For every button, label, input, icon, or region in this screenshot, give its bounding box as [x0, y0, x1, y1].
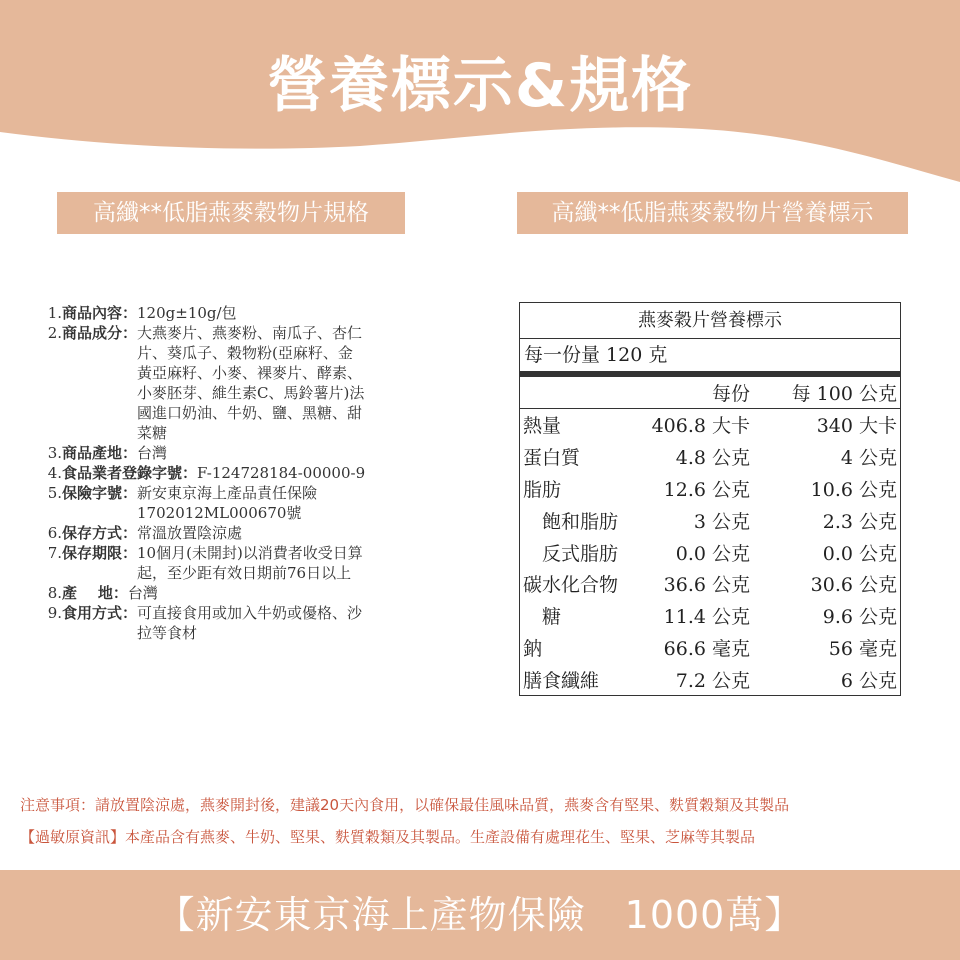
- nutrient-name: 鈉: [523, 637, 543, 660]
- column-per-100g: 每 100 公克: [791, 383, 897, 405]
- spec-number: 2.: [47, 324, 62, 342]
- nutrition-table-title: 燕麥穀片營養標示: [520, 303, 900, 339]
- spec-value-line: 大燕麥片、燕麥粉、南瓜子、杏仁: [137, 324, 363, 342]
- spec-value: [137, 603, 460, 643]
- spec-value-line: 1702012ML000670號: [137, 504, 302, 522]
- spec-item: [40, 463, 460, 483]
- nutrition-section-label: 高纖**低脂燕麥穀物片營養標示: [517, 192, 908, 234]
- nutrition-row: [520, 632, 900, 664]
- spec-item: [40, 603, 460, 643]
- spec-number: 1.: [47, 304, 62, 322]
- spec-value: [137, 443, 460, 463]
- nutrient-per-serving: 7.2 公克: [675, 669, 750, 692]
- nutrient-per-100g: 56 毫克: [828, 637, 897, 660]
- nutrition-row: [520, 504, 900, 536]
- nutrient-per-100g: 9.6 公克: [822, 606, 897, 629]
- nutrient-per-100g: 10.6 公克: [810, 478, 897, 501]
- spec-number: 3.: [47, 444, 62, 462]
- spec-list: [40, 303, 460, 643]
- nutrition-row: [520, 473, 900, 505]
- nutrition-row: [520, 568, 900, 600]
- spec-label: 商品成分：: [62, 324, 138, 342]
- nutrition-rows: [520, 409, 900, 695]
- footer-banner: [0, 870, 960, 960]
- spec-value: [137, 543, 460, 583]
- spec-label: 商品產地：: [62, 444, 138, 462]
- nutrient-per-100g: 6 公克: [840, 669, 897, 692]
- nutrient-per-100g: 2.3 公克: [822, 510, 897, 533]
- spec-item: [40, 303, 460, 323]
- spec-number: 6.: [47, 524, 62, 542]
- spec-value-line: 常溫放置陰涼處: [137, 524, 243, 542]
- spec-value: [128, 583, 460, 603]
- nutrient-per-serving: 406.8 大卡: [651, 415, 750, 438]
- nutrient-name: 反式脂肪: [542, 542, 619, 565]
- spec-value-line: 10個月(未開封)以消費者收受日算: [137, 544, 363, 562]
- spec-value: [197, 463, 460, 483]
- nutrition-row: [520, 663, 900, 695]
- nutrient-per-serving: 11.4 公克: [663, 606, 750, 629]
- nutrient-name: 蛋白質: [523, 447, 581, 470]
- spec-number: 4.: [47, 464, 62, 482]
- spec-number: 5.: [47, 484, 62, 502]
- column-per-serving: 每份: [711, 383, 750, 405]
- nutrition-row: [520, 409, 900, 441]
- spec-label: 產 地：: [62, 584, 128, 602]
- spec-value-line: F-124728184-00000-9: [197, 464, 366, 482]
- nutrition-row: [520, 441, 900, 473]
- nutrient-per-100g: 4 公克: [840, 447, 897, 470]
- spec-value-line: 小麥胚芽、維生素C、馬鈴薯片)法: [137, 384, 365, 402]
- spec-item: [40, 583, 460, 603]
- spec-item: [40, 443, 460, 463]
- nutrition-row: [520, 600, 900, 632]
- spec-item: [40, 483, 460, 523]
- nutrition-table: [519, 302, 901, 696]
- spec-value-line: 拉等食材: [137, 624, 198, 642]
- nutrient-per-serving: 4.8 公克: [675, 447, 750, 470]
- spec-item: [40, 543, 460, 583]
- spec-number: 8.: [47, 584, 62, 602]
- spec-item: [40, 523, 460, 543]
- nutrient-name: 碳水化合物: [523, 574, 619, 597]
- nutrient-per-serving: 36.6 公克: [663, 574, 750, 597]
- spec-value-line: 菜糖: [137, 424, 168, 442]
- spec-value: [137, 523, 460, 543]
- spec-value: [137, 323, 460, 443]
- nutrient-name: 熱量: [523, 415, 562, 438]
- nutrition-column-header: [520, 377, 900, 409]
- nutrient-name: 糖: [542, 606, 562, 629]
- spec-value: [137, 303, 460, 323]
- storage-notice: 注意事項：請放置陰涼處，燕麥開封後，建議20天內食用，以確保最佳風味品質，燕麥含有堅果、麩質穀類及其製品: [20, 796, 790, 814]
- nutrient-per-serving: 3 公克: [693, 510, 750, 533]
- spec-item: [40, 323, 460, 443]
- spec-value-line: 起，至少距有效日期前76日以上: [137, 564, 352, 582]
- nutrient-name: 飽和脂肪: [542, 510, 619, 533]
- spec-value-line: 片、葵瓜子、穀物粉(亞麻籽、金: [137, 344, 353, 362]
- spec-label: 食品業者登錄字號：: [62, 464, 198, 482]
- spec-number: 7.: [47, 544, 62, 562]
- spec-label: 保險字號：: [62, 484, 138, 502]
- spec-section-label: 高纖**低脂燕麥穀物片規格: [57, 192, 405, 234]
- nutrient-per-100g: 30.6 公克: [810, 574, 897, 597]
- insurance-banner-text: 【新安東京海上產物保險 1000萬】: [156, 893, 804, 937]
- nutrient-per-serving: 12.6 公克: [663, 478, 750, 501]
- spec-value-line: 新安東京海上產品責任保險: [137, 484, 318, 502]
- spec-label: 保存方式：: [62, 524, 138, 542]
- spec-value-line: 可直接食用或加入牛奶或優格、沙: [137, 604, 363, 622]
- spec-value-line: 國進口奶油、牛奶、鹽、黑糖、甜: [137, 404, 363, 422]
- spec-value: [137, 483, 460, 523]
- nutrient-per-100g: 0.0 公克: [822, 542, 897, 565]
- nutrient-per-serving: 0.0 公克: [675, 542, 750, 565]
- nutrition-row: [520, 536, 900, 568]
- spec-value-line: 120g±10g/包: [137, 304, 237, 322]
- allergen-notice: 【過敏原資訊】本產品含有燕麥、牛奶、堅果、麩質穀類及其製品。生產設備有處理花生、堅果、芝麻等其製品: [20, 828, 756, 846]
- spec-number: 9.: [47, 604, 62, 622]
- nutrient-per-100g: 340 大卡: [816, 415, 897, 438]
- nutrient-name: 脂肪: [523, 478, 562, 501]
- serving-size: 每一份量 120 克: [520, 339, 900, 377]
- spec-value-line: 台灣: [127, 584, 158, 602]
- page-title: 營養標示&規格: [266, 51, 694, 121]
- nutrient-per-serving: 66.6 毫克: [663, 637, 750, 660]
- spec-label: 保存期限：: [62, 544, 138, 562]
- spec-label: 商品內容：: [62, 304, 138, 322]
- nutrient-name: 膳食纖維: [523, 669, 600, 692]
- spec-value-line: 台灣: [137, 444, 168, 462]
- spec-value-line: 黃亞麻籽、小麥、裸麥片、酵素、: [137, 364, 363, 382]
- spec-label: 食用方式：: [62, 604, 138, 622]
